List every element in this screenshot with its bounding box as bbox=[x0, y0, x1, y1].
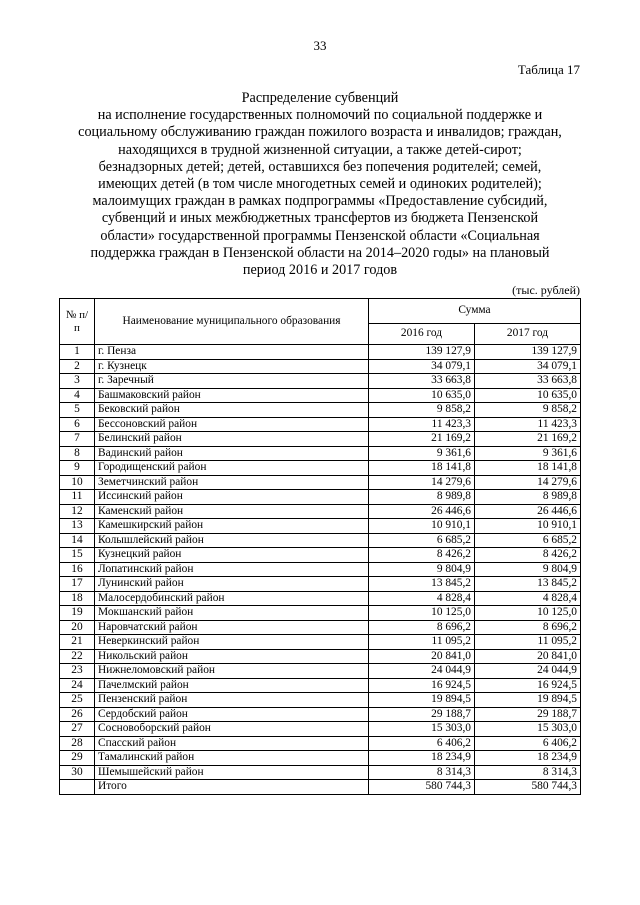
row-number: 23 bbox=[60, 664, 95, 679]
table-body bbox=[60, 345, 581, 780]
municipality-name: г. Пенза bbox=[95, 345, 369, 360]
row-number: 13 bbox=[60, 519, 95, 534]
row-number: 17 bbox=[60, 577, 95, 592]
amount-2017: 139 127,9 bbox=[475, 345, 581, 360]
municipality-name: г. Кузнецк bbox=[95, 359, 369, 374]
municipality-name: Колышлейский район bbox=[95, 533, 369, 548]
table-row bbox=[60, 620, 581, 635]
municipality-name: Лопатинский район bbox=[95, 562, 369, 577]
amount-2016: 20 841,0 bbox=[369, 649, 475, 664]
title-line: на исполнение государственных полномочий по социальной поддержке и bbox=[97, 107, 543, 124]
amount-2016: 21 169,2 bbox=[369, 432, 475, 447]
row-number: 15 bbox=[60, 548, 95, 563]
table-row bbox=[60, 591, 581, 606]
title-line: малоимущих граждан в рамках подпрограммы «Предоставление субсидий, bbox=[92, 193, 548, 210]
amount-2016: 9 858,2 bbox=[369, 403, 475, 418]
table-row bbox=[60, 577, 581, 592]
row-number: 3 bbox=[60, 374, 95, 389]
title-line: Распределение субвенций bbox=[241, 90, 399, 106]
row-number: 16 bbox=[60, 562, 95, 577]
row-number: 1 bbox=[60, 345, 95, 360]
amount-2017: 21 169,2 bbox=[475, 432, 581, 447]
total-2017: 580 744,3 bbox=[475, 780, 581, 795]
title-line: области» государственной программы Пензенской области «Социальная bbox=[100, 227, 540, 244]
amount-2016: 18 234,9 bbox=[369, 751, 475, 766]
page-number: 33 bbox=[313, 38, 327, 53]
header-municipality: Наименование муниципального образования bbox=[95, 299, 369, 345]
table-row bbox=[60, 446, 581, 461]
amount-2017: 19 894,5 bbox=[475, 693, 581, 708]
amount-2016: 11 423,3 bbox=[369, 417, 475, 432]
amount-2017: 10 910,1 bbox=[475, 519, 581, 534]
table-row bbox=[60, 475, 581, 490]
municipality-name: Мокшанский район bbox=[95, 606, 369, 621]
amount-2017: 20 841,0 bbox=[475, 649, 581, 664]
municipality-name: Земетчинский район bbox=[95, 475, 369, 490]
title-line: безнадзорных детей; детей, оставшихся без попечения родителей; семей, bbox=[98, 158, 542, 175]
municipality-name: Кузнецкий район bbox=[95, 548, 369, 563]
table-row bbox=[60, 345, 581, 360]
amount-2017: 16 924,5 bbox=[475, 678, 581, 693]
row-number: 26 bbox=[60, 707, 95, 722]
table-row bbox=[60, 359, 581, 374]
amount-2017: 34 079,1 bbox=[475, 359, 581, 374]
amount-2016: 6 685,2 bbox=[369, 533, 475, 548]
row-number: 27 bbox=[60, 722, 95, 737]
municipality-name: Пачелмский район bbox=[95, 678, 369, 693]
row-number: 21 bbox=[60, 635, 95, 650]
amount-2017: 10 125,0 bbox=[475, 606, 581, 621]
amount-2016: 33 663,8 bbox=[369, 374, 475, 389]
amount-2016: 9 804,9 bbox=[369, 562, 475, 577]
amount-2016: 9 361,6 bbox=[369, 446, 475, 461]
municipality-name: Неверкинский район bbox=[95, 635, 369, 650]
amount-2017: 11 095,2 bbox=[475, 635, 581, 650]
amount-2017: 9 858,2 bbox=[475, 403, 581, 418]
amount-2017: 13 845,2 bbox=[475, 577, 581, 592]
amount-2016: 8 314,3 bbox=[369, 765, 475, 780]
total-label: Итого bbox=[95, 780, 369, 795]
amount-2016: 8 696,2 bbox=[369, 620, 475, 635]
row-number: 10 bbox=[60, 475, 95, 490]
table-row bbox=[60, 504, 581, 519]
municipality-name: Нижнеломовский район bbox=[95, 664, 369, 679]
amount-2017: 18 141,8 bbox=[475, 461, 581, 476]
row-number: 2 bbox=[60, 359, 95, 374]
row-number: 4 bbox=[60, 388, 95, 403]
subvention-table bbox=[59, 298, 581, 795]
header-number: № п/п bbox=[60, 299, 95, 345]
municipality-name: Малосердобинский район bbox=[95, 591, 369, 606]
row-number: 24 bbox=[60, 678, 95, 693]
amount-2017: 18 234,9 bbox=[475, 751, 581, 766]
amount-2017: 11 423,3 bbox=[475, 417, 581, 432]
header-2017: 2017 год bbox=[475, 324, 581, 345]
amount-2016: 14 279,6 bbox=[369, 475, 475, 490]
amount-2017: 29 188,7 bbox=[475, 707, 581, 722]
amount-2016: 18 141,8 bbox=[369, 461, 475, 476]
amount-2017: 14 279,6 bbox=[475, 475, 581, 490]
table-row bbox=[60, 432, 581, 447]
table-row bbox=[60, 693, 581, 708]
table-row bbox=[60, 635, 581, 650]
amount-2017: 26 446,6 bbox=[475, 504, 581, 519]
amount-2016: 19 894,5 bbox=[369, 693, 475, 708]
row-number: 11 bbox=[60, 490, 95, 505]
table-row bbox=[60, 751, 581, 766]
amount-2016: 29 188,7 bbox=[369, 707, 475, 722]
amount-2016: 16 924,5 bbox=[369, 678, 475, 693]
amount-2016: 10 635,0 bbox=[369, 388, 475, 403]
row-number: 29 bbox=[60, 751, 95, 766]
amount-2017: 9 361,6 bbox=[475, 446, 581, 461]
amount-2016: 139 127,9 bbox=[369, 345, 475, 360]
table-row bbox=[60, 417, 581, 432]
header-sum: Сумма bbox=[369, 299, 581, 324]
amount-2016: 6 406,2 bbox=[369, 736, 475, 751]
row-number: 8 bbox=[60, 446, 95, 461]
table-row bbox=[60, 388, 581, 403]
table-row bbox=[60, 374, 581, 389]
row-number: 20 bbox=[60, 620, 95, 635]
table-row bbox=[60, 649, 581, 664]
table-row bbox=[60, 678, 581, 693]
row-number: 28 bbox=[60, 736, 95, 751]
amount-2016: 24 044,9 bbox=[369, 664, 475, 679]
title-line: социальному обслуживанию граждан пожилого возраста и инвалидов; граждан, bbox=[78, 124, 562, 141]
municipality-name: г. Заречный bbox=[95, 374, 369, 389]
table-row bbox=[60, 765, 581, 780]
amount-2016: 15 303,0 bbox=[369, 722, 475, 737]
table-row bbox=[60, 562, 581, 577]
table-row bbox=[60, 403, 581, 418]
row-number: 25 bbox=[60, 693, 95, 708]
municipality-name: Башмаковский район bbox=[95, 388, 369, 403]
amount-2016: 11 095,2 bbox=[369, 635, 475, 650]
row-number: 6 bbox=[60, 417, 95, 432]
municipality-name: Камешкирский район bbox=[95, 519, 369, 534]
amount-2016: 8 989,8 bbox=[369, 490, 475, 505]
amount-2017: 24 044,9 bbox=[475, 664, 581, 679]
total-row bbox=[60, 780, 581, 795]
table-row bbox=[60, 707, 581, 722]
municipality-name: Лунинский район bbox=[95, 577, 369, 592]
amount-2016: 8 426,2 bbox=[369, 548, 475, 563]
title-line: период 2016 и 2017 годов bbox=[242, 262, 398, 279]
amount-2017: 6 406,2 bbox=[475, 736, 581, 751]
amount-2016: 26 446,6 bbox=[369, 504, 475, 519]
row-number: 12 bbox=[60, 504, 95, 519]
municipality-name: Шемышейский район bbox=[95, 765, 369, 780]
municipality-name: Бековский район bbox=[95, 403, 369, 418]
title-line: поддержка граждан в Пензенской области на 2014–2020 годы» на плановый bbox=[90, 244, 550, 261]
municipality-name: Наровчатский район bbox=[95, 620, 369, 635]
row-number: 30 bbox=[60, 765, 95, 780]
municipality-name: Спасский район bbox=[95, 736, 369, 751]
municipality-name: Городищенский район bbox=[95, 461, 369, 476]
table-row bbox=[60, 606, 581, 621]
row-number: 9 bbox=[60, 461, 95, 476]
table-row bbox=[60, 533, 581, 548]
municipality-name: Иссинский район bbox=[95, 490, 369, 505]
title-line: субвенций и иных межбюджетных трансфертов из бюджета Пензенской bbox=[101, 210, 539, 227]
amount-2017: 15 303,0 bbox=[475, 722, 581, 737]
municipality-name: Бессоновский район bbox=[95, 417, 369, 432]
amount-2017: 8 989,8 bbox=[475, 490, 581, 505]
amount-2017: 33 663,8 bbox=[475, 374, 581, 389]
amount-2016: 13 845,2 bbox=[369, 577, 475, 592]
table-row bbox=[60, 519, 581, 534]
table-row bbox=[60, 461, 581, 476]
table-row bbox=[60, 490, 581, 505]
title-line: имеющих детей (в том числе многодетных семей и одиноких родителей); bbox=[98, 176, 542, 193]
municipality-name: Вадинский район bbox=[95, 446, 369, 461]
document-title bbox=[58, 90, 582, 279]
amount-2016: 10 910,1 bbox=[369, 519, 475, 534]
amount-2016: 34 079,1 bbox=[369, 359, 475, 374]
total-2016: 580 744,3 bbox=[369, 780, 475, 795]
row-number: 14 bbox=[60, 533, 95, 548]
amount-2017: 8 426,2 bbox=[475, 548, 581, 563]
row-number: 5 bbox=[60, 403, 95, 418]
municipality-name: Никольский район bbox=[95, 649, 369, 664]
table-row bbox=[60, 722, 581, 737]
municipality-name: Сосновоборский район bbox=[95, 722, 369, 737]
amount-2016: 4 828,4 bbox=[369, 591, 475, 606]
row-number: 18 bbox=[60, 591, 95, 606]
row-number: 7 bbox=[60, 432, 95, 447]
total-num-cell bbox=[60, 780, 95, 795]
amount-2017: 6 685,2 bbox=[475, 533, 581, 548]
municipality-name: Каменский район bbox=[95, 504, 369, 519]
amount-2017: 10 635,0 bbox=[475, 388, 581, 403]
table-label: Таблица 17 bbox=[517, 62, 580, 77]
amount-2017: 8 314,3 bbox=[475, 765, 581, 780]
municipality-name: Белинский район bbox=[95, 432, 369, 447]
units-label: (тыс. рублей) bbox=[512, 283, 580, 297]
header-2016: 2016 год bbox=[369, 324, 475, 345]
table-row bbox=[60, 736, 581, 751]
municipality-name: Тамалинский район bbox=[95, 751, 369, 766]
amount-2016: 10 125,0 bbox=[369, 606, 475, 621]
row-number: 22 bbox=[60, 649, 95, 664]
table-row bbox=[60, 548, 581, 563]
municipality-name: Сердобский район bbox=[95, 707, 369, 722]
amount-2017: 4 828,4 bbox=[475, 591, 581, 606]
amount-2017: 8 696,2 bbox=[475, 620, 581, 635]
table-row bbox=[60, 664, 581, 679]
amount-2017: 9 804,9 bbox=[475, 562, 581, 577]
row-number: 19 bbox=[60, 606, 95, 621]
municipality-name: Пензенский район bbox=[95, 693, 369, 708]
title-line: находящихся в трудной жизненной ситуации, а также детей-сирот; bbox=[118, 141, 522, 158]
